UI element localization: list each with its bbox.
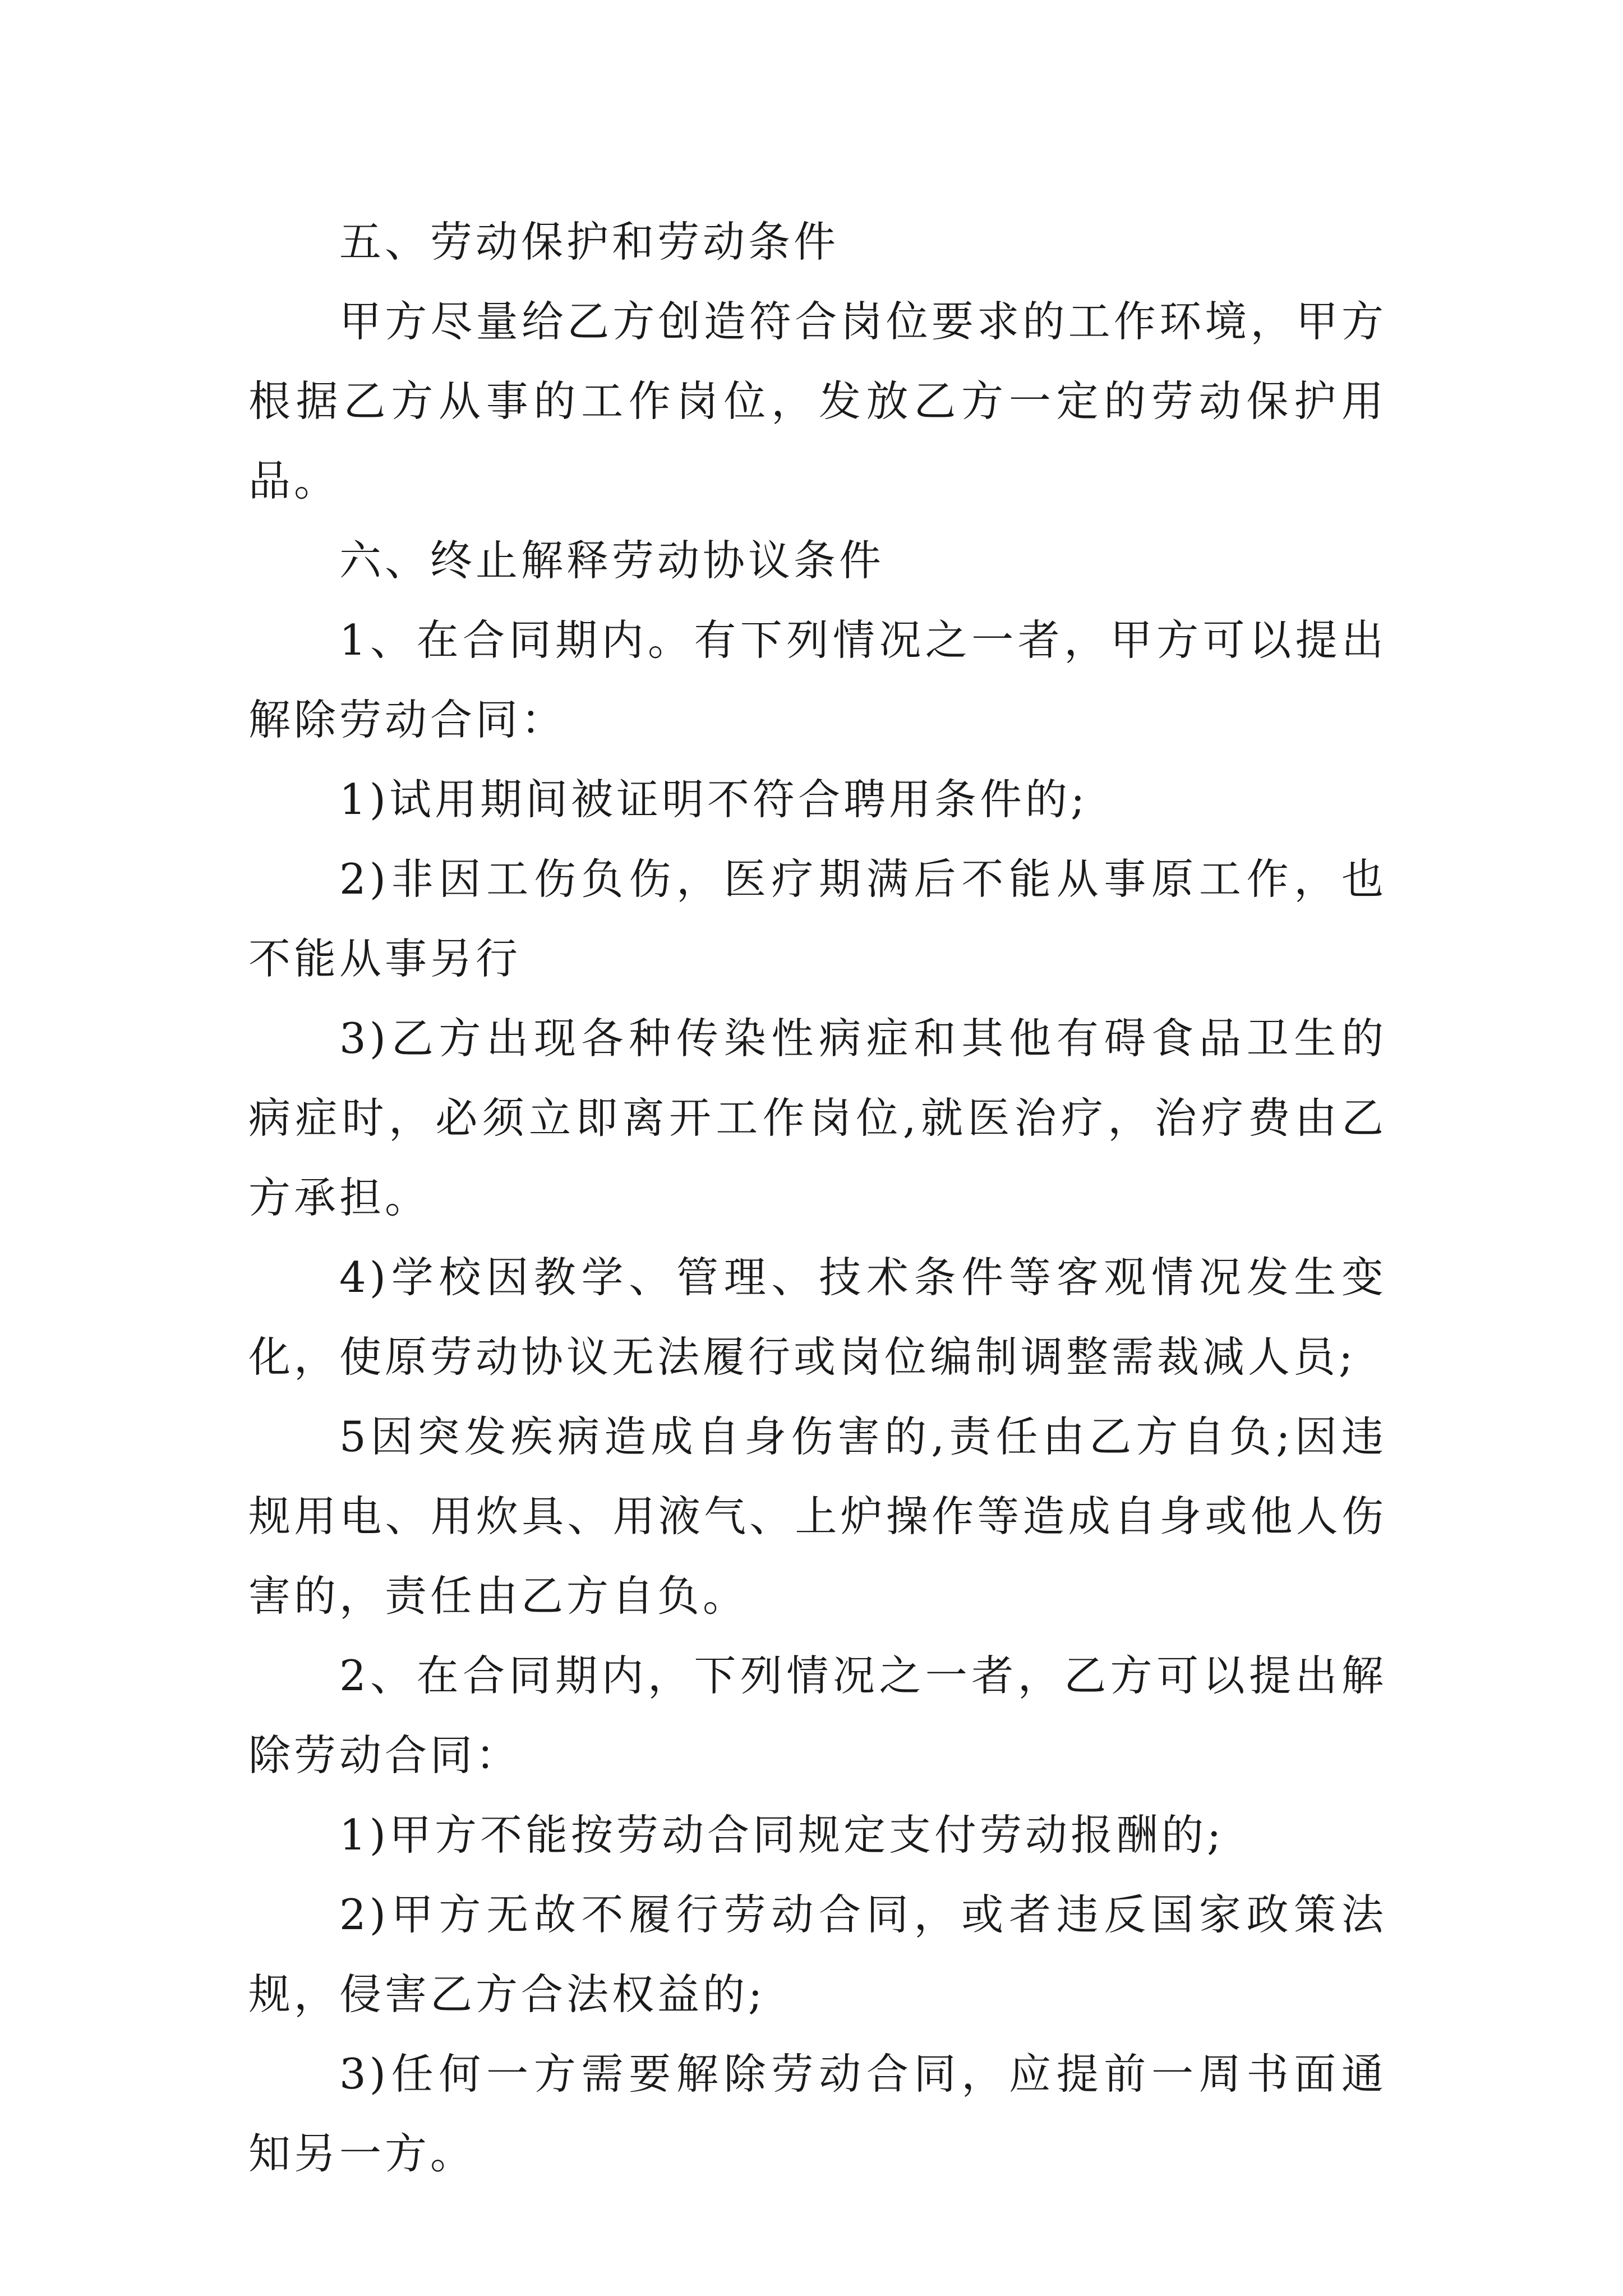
list-item: 1)试用期间被证明不符合聘用条件的; [339,775,1089,824]
list-item: 2)甲方无故不履行劳动合同，或者违反国家政策法规，侵害乙方合法权益的; [248,1890,1387,2019]
paragraph: 甲方尽量给乙方创造符合岗位要求的工作环境，甲方根据乙方从事的工作岗位，发放乙方一定的劳动保护用品。 [248,297,1387,505]
list-item: 2)非因工伤负伤，医疗期满后不能从事原工作，也不能从事另行 [248,854,1387,983]
section-heading-labor-protection: 五、劳动保护和劳动条件 [339,217,840,266]
document-body [248,202,1387,2193]
clause: 1、在合同期内。有下列情况之一者，甲方可以提出解除劳动合同： [248,615,1387,744]
section-heading-termination: 六、终止解释劳动协议条件 [339,536,885,585]
list-item: 3)乙方出现各种传染性病症和其他有碍食品卫生的病症时，必须立即离开工作岗位,就医治疗，治疗费由乙方承担。 [248,1014,1387,1222]
list-item: 5因突发疾病造成自身伤害的,责任由乙方自负;因违规用电、用炊具、用液气、上炉操作等造成自身或他人伤害的，责任由乙方自负。 [248,1412,1387,1621]
list-item: 1)甲方不能按劳动合同规定支付劳动报酬的; [339,1810,1225,1860]
list-item: 3)任何一方需要解除劳动合同，应提前一周书面通知另一方。 [248,2049,1387,2178]
list-item: 4)学校因教学、管理、技术条件等客观情况发生变化，使原劳动协议无法履行或岗位编制调整需裁减人员; [248,1253,1387,1382]
clause: 2、在合同期内，下列情况之一者，乙方可以提出解除劳动合同： [248,1651,1387,1780]
